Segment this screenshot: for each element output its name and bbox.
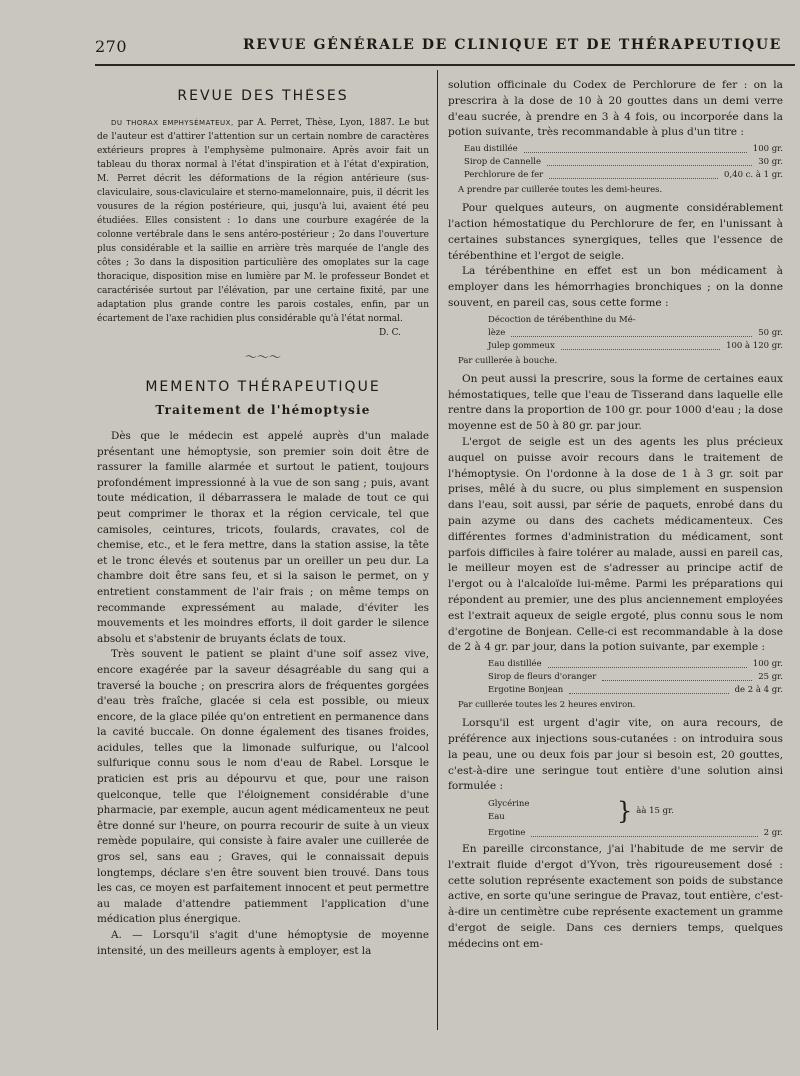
recipe-note: A prendre par cuillerée toutes les demi-heures. xyxy=(458,185,663,196)
recipe-item: Perchlorure de fer xyxy=(464,170,544,181)
yvon-paragraph: En pareille circonstance, j'ai l'habitude de me servir de l'extrait fluide d'ergot d'Yvon, très rigoureusement dosé : cette solution représente exactement son poids de substance active, en sorte qu'une seringue de Pravaz, tout entière, c'est-à-dire un centimètre cube représente exactement un gramme d'ergot de seigle. Dans ces derniers temps, quelques médecins ont em- xyxy=(448,843,783,950)
recipe-line xyxy=(488,340,783,353)
theses-signature: D. C. xyxy=(378,328,401,338)
urgent-paragraph: Lorsqu'il est urgent d'agir vite, on aura recours, de préférence aux injections sous-cutanées : on introduira sous la peau, une ou deux fois par jour si besoin est, 20 gouttes, c'est-à-dire une seringue tout entière d'une solution ainsi formulée : xyxy=(448,717,783,793)
right-body xyxy=(448,716,783,795)
recipe-perchlorure xyxy=(464,143,783,182)
recipe-line xyxy=(488,671,783,684)
recipe-dose: de 2 à 4 gr. xyxy=(734,685,783,696)
right-body xyxy=(448,842,783,953)
right-body xyxy=(448,78,783,141)
recipe-item: Glycérine xyxy=(488,799,530,810)
recipe-line xyxy=(464,169,783,182)
recipe-note: Par cuillerée toutes les 2 heures environ. xyxy=(458,700,636,711)
perchlorure-paragraph: solution officinale du Codex de Perchlorure de fer : on la prescrira à la dose de 10 à 20 gouttes dans un demi verre d'eau sucrée, à prendre en 3 à 4 fois, ou incorporée dans la potion suivante, très recommandable à plus d'un titre : xyxy=(448,79,783,139)
right-column xyxy=(448,78,783,953)
memento-body xyxy=(97,429,429,959)
recipe-dose: 100 gr. xyxy=(752,144,783,155)
recipe-dose: àà 15 gr. xyxy=(636,806,674,817)
recipe-line: Décoction de térébenthine du Mé- xyxy=(488,314,636,325)
theses-section-title: REVUE DES THÈSES xyxy=(177,88,349,104)
right-body xyxy=(448,201,783,312)
header-rule xyxy=(95,64,795,66)
page-number: 270 xyxy=(95,37,128,56)
recipe-item: Ergotine Bonjean xyxy=(488,685,564,696)
memento-paragraph-1: Dès que le médecin est appelé auprès d'un malade présentant une hémoptysie, son premier soin doit être de rassurer la famille alarmée et surtout le patient, toujours profondément impressionné à la vue de son sang ; puis, avant toute médication, il débarrassera le malade de tout ce qui peut comprimer le thorax et la région cervicale, tel que camisoles, ceintures, tricots, foulards, cravates, col de chemise, etc., et le fera mettre, dans la station assise, la tête et le tronc élevés et soutenus par un oreiller un peu dur. La chambre doit être sans feu, et si la saison le permet, on y entretient constamment de l'air frais ; on même temps on recommande expressément au malade, d'éviter les mouvements et les moindres efforts, il doit garder le silence absolu et s'abstenir de bruyants éclats de toux. xyxy=(97,430,429,645)
recipe-item: Julep gommeux xyxy=(488,340,555,351)
left-column xyxy=(97,88,429,959)
recipe-dose: 0,40 c. à 1 gr. xyxy=(724,170,783,181)
recipe-note: Par cuillerée à bouche. xyxy=(458,355,558,366)
recipe-terebenthine xyxy=(488,314,783,353)
recipe-dose: 30 gr. xyxy=(758,157,783,168)
theses-review xyxy=(97,116,429,340)
page-header xyxy=(95,34,785,60)
recipe-injection xyxy=(488,798,783,824)
recipe-dose: 100 gr. xyxy=(752,659,783,670)
memento-title: MEMENTO THÉRAPEUTIQUE xyxy=(145,379,381,395)
recipe-line xyxy=(488,658,783,671)
recipe-item: Ergotine xyxy=(488,828,526,839)
recipe-line xyxy=(464,156,783,169)
ergot-paragraph: L'ergot de seigle est un des agents les plus précieux auquel on puisse avoir recours dans le traitement de l'hémoptysie. On l'ordonne à la dose de 1 à 3 gr. soit par prises, mêlé à du sucre, ou plus simplement en suspension dans l'eau, soit aussi, par série de paquets, enrobé dans du pain azyme ou dans des cachets médicamenteux. Ces différentes formes d'administration du médicament, sont parfois difficiles à faire tolérer au malade, aussi en pareil cas, le meilleur moyen est de s'adresser au principe actif de l'ergot ou à l'alcaloïde lui-même. Parmi les préparations qui répondent au premier, une des plus anciennement employées est l'extrait aqueux de seigle ergoté, plus connu sous le nom d'ergotine de Bonjean. Celle-ci est recommandable à la dose de 2 à 4 gr. par jour, dans la potion suivante, par exemple : xyxy=(448,435,783,654)
recipe-item: Sirop de Cannelle xyxy=(464,157,542,168)
recipe-line xyxy=(464,143,783,156)
recipe-dose: 100 à 120 gr. xyxy=(726,340,783,351)
thesis-author: par A. Perret, Thèse, Lyon, 1887. xyxy=(233,118,395,128)
thesis-text: Le but de l'auteur est d'attirer l'attention sur un certain nombre de caractères extérieurs propres à l'emphysème pulmonaire. Après avoir fait un tableau du thorax normal à l'état d'inspiration et à l'état d'expiration, M. Perret décrit les déformations de la région antérieure (sus-claviculaire, sous-claviculaire et sterno-mamelonnaire, puis, il décrit les vousures de la région postérieure, qui, jusqu'à lui, avaient été peu étudiées. Elles consistent : 1o dans une courbure exagérée de la colonne vertébrale dans le sens antéro-postérieur ; 2o dans l'ouverture plus considérable et la saillie en arrière très marquée de l'angle des côtes ; 3o dans la disposition particulière des omoplates sur la cage thoracique, disposition mise en lumière par M. le professeur Bondet et caractérisée surtout par l'élévation, par une certaine fixité, par une adaptation plus grande contre les parois costales, enfin, par un écartement de l'axe rachidien plus considérable qu'à l'état normal. xyxy=(97,118,429,324)
recipe-dose: 50 gr. xyxy=(758,327,783,338)
terebenthine-paragraph: La térébenthine en effet est un bon médicament à employer dans les hémorrhagies bronchiques ; on la donne souvent, en pareil cas, sous cette forme : xyxy=(448,265,783,309)
recipe-ergotine xyxy=(488,658,783,697)
recipe-injection-ergotine xyxy=(488,827,783,840)
recipe-line xyxy=(488,684,783,697)
theses-paragraph xyxy=(97,116,429,326)
memento-paragraph-2: Très souvent le patient se plaint d'une soif assez vive, encore exagérée par la saveur désagréable du sang qui a traversé la bouche ; on prescrira alors de fréquentes gorgées d'eau très fraîche, glacée si cela est possible, ou mieux encore, de la glace pilée qu'on entretient en permanence dans la cavité buccale. On donne également des tisanes froides, acidules, telles que la limonade sulfurique, ou l'alcool sulfurique connu sous le nom d'eau de Rabel. Lorsque le praticien est pris au dépourvu et que, pour une raison quelconque, telle que l'éloignement considérable d'une pharmacie, par exemple, aucun agent médicamenteux ne peut être donné sur l'heure, on pourra recourir de suite à un vieux remède populaire, qui consiste à faire avaler une cuillerée de gros sel, sans eau ; Graves, qui le connaissait depuis longtemps, déclare s'en être souvent bien trouvé. Dans tous les cas, ce moyen est parfaitement innocent et peut permettre au malade d'attendre patiemment l'application d'une médication plus énergique. xyxy=(97,648,429,926)
right-body xyxy=(448,372,783,656)
recipe-item: Eau distillée xyxy=(464,144,518,155)
recipe-items xyxy=(488,798,613,824)
recipe-item: Eau distillée xyxy=(488,659,542,670)
recipe-item: Sirop de fleurs d'oranger xyxy=(488,672,597,683)
recipe-dose: 25 gr. xyxy=(758,672,783,683)
ornament-divider: 〜〜〜 xyxy=(244,350,281,364)
recipe-item: Eau xyxy=(488,812,505,823)
memento-subtitle: Traitement de l'hémoptysie xyxy=(155,403,371,417)
memento-paragraph-3: A. — Lorsqu'il s'agit d'une hémoptysie de moyenne intensité, un des meilleurs agents à employer, est la xyxy=(97,929,429,957)
recipe-line xyxy=(488,827,783,840)
auteurs-paragraph: Pour quelques auteurs, on augmente considérablement l'action hémostatique du Perchlorure de fer, en l'unissant à certaines substances synergiques, telles que l'essence de térébenthine et l'ergot de seigle. xyxy=(448,202,783,262)
brace-icon: } xyxy=(617,797,633,826)
thesis-heading: DU THORAX EMPHYSÉMATEUX, xyxy=(111,119,234,127)
column-divider xyxy=(437,70,438,1030)
recipe-line xyxy=(488,327,783,340)
tisserand-paragraph: On peut aussi la prescrire, sous la forme de certaines eaux hémostatiques, telle que l'eau de Tisserand dans laquelle elle rentre dans la proportion de 100 gr. pour 1000 d'eau ; la dose moyenne est de 50 à 80 gr. par jour. xyxy=(448,372,783,433)
recipe-dose: 2 gr. xyxy=(763,828,783,839)
running-title: REVUE GÉNÉRALE DE CLINIQUE ET DE THÉRAPEUTIQUE xyxy=(243,37,782,53)
recipe-item: lèze xyxy=(488,327,506,338)
